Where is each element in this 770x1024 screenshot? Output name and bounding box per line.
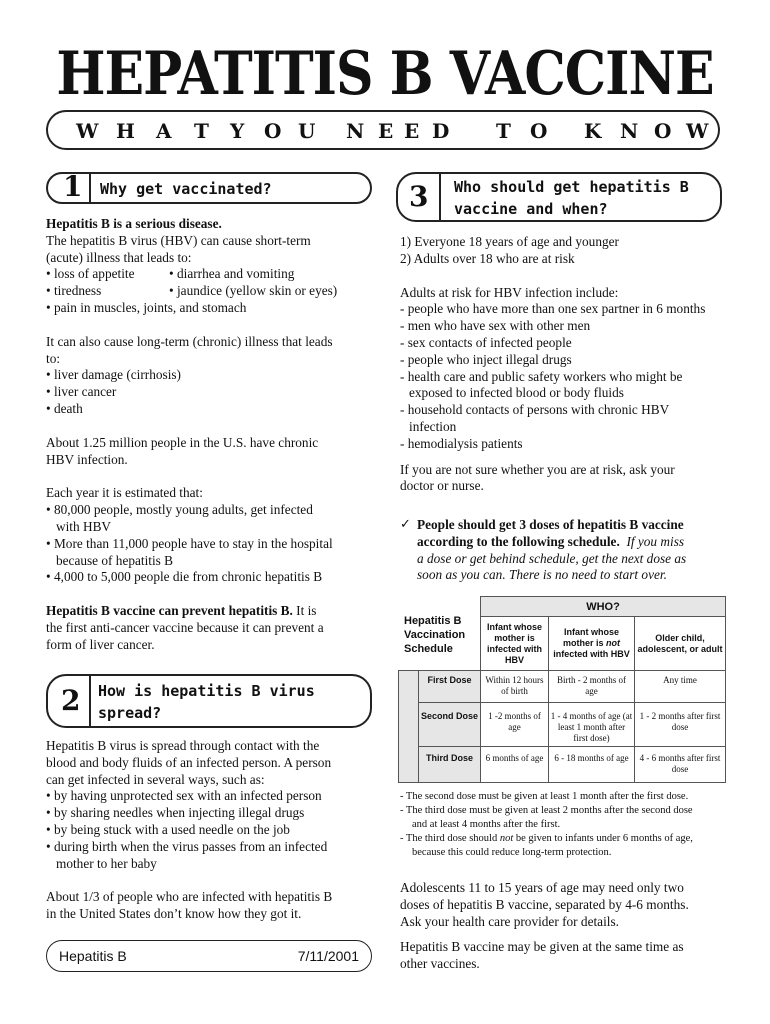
text-line: other vaccines.	[400, 956, 480, 972]
table-cell: Birth - 2 months of age	[549, 671, 635, 703]
table-cell: 6 months of age	[481, 747, 549, 783]
doses-paragraph	[400, 517, 722, 584]
list-item: - men who have sex with other men	[400, 318, 591, 334]
list-item: - health care and public safety workers who might be	[400, 368, 683, 384]
subtitle-letter: A	[156, 119, 172, 143]
table-cell: 1 - 2 months after first dose	[635, 703, 726, 747]
subtitle-letter: O	[530, 119, 548, 143]
subtitle-letter: O	[264, 119, 282, 143]
schedule-label: Hepatitis B Vaccination Schedule	[404, 615, 466, 655]
bullet: • death	[46, 400, 83, 416]
column-header: Infant whose mother is not infected with HBV	[549, 617, 635, 671]
subtitle-letter: T	[194, 119, 209, 143]
subtitle-letter: W	[686, 119, 709, 143]
text-line: The hepatitis B virus (HBV) can cause short-term	[46, 232, 311, 248]
text-line: Hepatitis B virus is spread through contact with the	[46, 738, 320, 753]
table-cell: 6 - 18 months of age	[549, 747, 635, 783]
section-2-body	[46, 738, 368, 923]
bullet: • loss of appetite	[46, 266, 135, 282]
table-cell: Any time	[635, 671, 726, 703]
text-line: doctor or nurse.	[400, 478, 484, 494]
subtitle-letter: W	[76, 119, 99, 143]
subtitle-letter: K	[584, 119, 602, 143]
section-title: Why get vaccinated?	[100, 180, 272, 198]
who-header: WHO?	[481, 597, 726, 617]
bullet: • by sharing needles when injecting illegal drugs	[46, 805, 305, 821]
text-italic: If you miss	[626, 533, 685, 549]
list-item: 1) Everyone 18 years of age and younger	[400, 234, 619, 249]
bullet-cont: with HBV	[56, 518, 112, 534]
section-2-header	[46, 674, 372, 728]
check-icon: ✓	[400, 517, 411, 532]
text-line: can get infected in several ways, such as:	[46, 771, 265, 787]
text-line: (acute) illness that leads to:	[46, 249, 192, 265]
text: It is	[292, 603, 317, 619]
bullet: • during birth when the virus passes from an infected	[46, 838, 328, 854]
text-line: blood and body fluids of an infected person. A person	[46, 754, 332, 770]
table-cell: 1 - 4 months of age (at least 1 month after first dose)	[549, 703, 635, 747]
section-3-header	[396, 172, 722, 222]
column-header: Infant whose mother is infected with HBV	[481, 617, 549, 671]
footer-date: 7/11/2001	[297, 948, 359, 964]
text-line: About 1/3 of people who are infected with hepatitis B	[46, 889, 333, 905]
table-cell: 4 - 6 months after first dose	[635, 747, 726, 783]
bullet: • 80,000 people, mostly young adults, get infected	[46, 502, 313, 518]
text-italic: a dose or get behind schedule, get the next dose as	[417, 550, 687, 566]
list-item: - people who inject illegal drugs	[400, 351, 572, 367]
note: - The third dose should not be given to infants under 6 months of age,	[400, 833, 693, 844]
subtitle-letter: U	[298, 119, 316, 143]
text-line: the first anti-cancer vaccine because it can prevent a	[46, 619, 324, 635]
text-line: in the United States don’t know how they got it.	[46, 906, 302, 922]
row-header: Second Dose	[419, 703, 481, 747]
section-1-body	[46, 216, 368, 654]
note: - The third dose must be given at least 2 months after the second dose	[400, 805, 693, 816]
table-cell: 1 -2 months of age	[481, 703, 549, 747]
section-3-closing	[400, 880, 722, 973]
bullet: • tiredness	[46, 283, 102, 299]
bullet: • pain in muscles, joints, and stomach	[46, 299, 247, 315]
list-item: 2) Adults over 18 who are at risk	[400, 250, 575, 266]
table-cell: Within 12 hours of birth	[481, 671, 549, 703]
subtitle-letter: N	[346, 119, 365, 143]
text-bold: People should get 3 doses of hepatitis B vaccine	[417, 517, 684, 532]
bullet: • liver damage (cirrhosis)	[46, 367, 181, 383]
bullet: • More than 11,000 people have to stay in the hospital	[46, 535, 333, 551]
page-title: HEPATITIS B VACCINE	[56, 38, 714, 109]
footer-label: Hepatitis B	[59, 948, 127, 964]
text-line: If you are not sure whether you are at risk, ask your	[400, 461, 675, 477]
subtitle-letter: D	[432, 119, 450, 143]
subtitle-letter: H	[116, 119, 135, 143]
section-3-body	[400, 234, 722, 495]
bullet: • by being stuck with a used needle on the job	[46, 821, 290, 837]
row-header: Third Dose	[419, 747, 481, 783]
text-line: form of liver cancer.	[46, 636, 155, 652]
text-italic: soon as you can. There is no need to start over.	[417, 567, 667, 583]
text-line: doses of hepatitis B vaccine, separated by 4-6 months.	[400, 896, 689, 912]
subtitle-letter: E	[378, 119, 394, 143]
text-line: Hepatitis B vaccine may be given at the same time as	[400, 939, 684, 955]
bullet-cont: mother to her baby	[56, 855, 157, 871]
list-item: - household contacts of persons with chronic HBV	[400, 402, 670, 418]
text-line: Adults at risk for HBV infection include:	[400, 284, 619, 300]
subtitle-letter: O	[654, 119, 672, 143]
text-bold: Hepatitis B vaccine can prevent hepatitis B.	[46, 603, 293, 619]
bullet-cont: because of hepatitis B	[56, 552, 174, 568]
bullet: • liver cancer	[46, 384, 117, 400]
section-title: Who should get hepatitis B vaccine and when?	[454, 178, 689, 218]
text-line: Ask your health care provider for details.	[400, 913, 619, 929]
footer	[46, 940, 372, 972]
note-cont: because this could reduce long-term protection.	[412, 847, 612, 858]
list-item: - sex contacts of infected people	[400, 334, 572, 350]
text-bold: according to the following schedule.	[417, 533, 620, 549]
section-number: 3	[409, 180, 429, 213]
text-line: HBV infection.	[46, 451, 128, 467]
section-number: 1	[63, 170, 83, 203]
schedule-notes	[400, 790, 724, 860]
bullet: • diarrhea and vomiting	[169, 266, 295, 282]
subtitle-letter: N	[620, 119, 639, 143]
bullet: • by having unprotected sex with an infected person	[46, 788, 322, 804]
text-line: Adolescents 11 to 15 years of age may need only two	[400, 880, 684, 895]
bullet: • 4,000 to 5,000 people die from chronic hepatitis B	[46, 569, 323, 585]
subtitle-banner	[46, 110, 720, 150]
text-line: Each year it is estimated that:	[46, 485, 203, 501]
text-line: to:	[46, 350, 61, 366]
bullet: • jaundice (yellow skin or eyes)	[169, 283, 338, 299]
subtitle-letter: E	[404, 119, 420, 143]
section-1-header	[46, 172, 372, 204]
text-line: About 1.25 million people in the U.S. have chronic	[46, 434, 319, 450]
list-item: - people who have more than one sex partner in 6 months	[400, 301, 706, 317]
text-line: It can also cause long-term (chronic) illness that leads	[46, 333, 333, 349]
list-item: - hemodialysis patients	[400, 435, 523, 451]
schedule-grid	[398, 596, 726, 783]
list-item-cont: exposed to infected blood or body fluids	[409, 385, 624, 401]
list-item-cont: infection	[409, 418, 457, 434]
note-cont: and at least 4 months after the first.	[412, 819, 561, 830]
row-header: First Dose	[419, 671, 481, 703]
subtitle-letter: Y	[230, 119, 245, 143]
text-line: Hepatitis B is a serious disease.	[46, 216, 222, 231]
note: - The second dose must be given at least 1 month after the first dose.	[400, 791, 689, 802]
section-number: 2	[61, 684, 81, 717]
column-header: Older child, adolescent, or adult	[635, 617, 726, 671]
subtitle-letter: T	[496, 119, 511, 143]
section-title: How is hepatitis B virus spread?	[98, 682, 315, 722]
